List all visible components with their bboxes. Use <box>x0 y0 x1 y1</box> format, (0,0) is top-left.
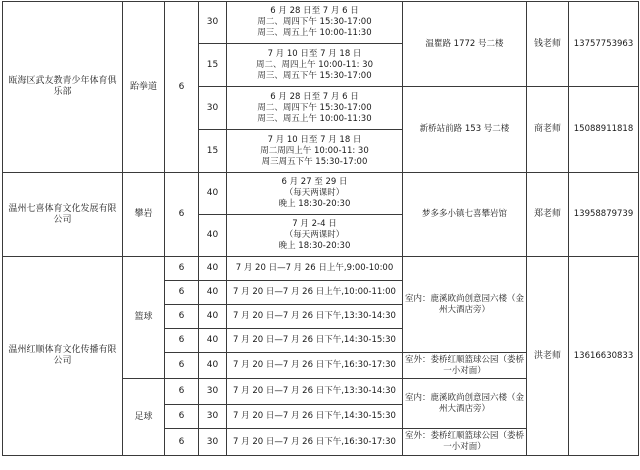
schedule-line: 6 月 28 日至 7 月 6 日 <box>270 91 359 102</box>
class-size: 30 <box>206 102 219 113</box>
address-text: 室内：鹿溪欧尚创意园六楼（金州大酒店旁） <box>405 293 525 315</box>
schedule-line: 6 月 28 日至 7 月 6 日 <box>270 6 359 16</box>
age-cell <box>165 429 199 456</box>
sport-cell <box>123 257 165 379</box>
age-cell <box>165 2 199 173</box>
schedule-cell <box>227 405 403 429</box>
size-cell <box>199 215 227 257</box>
size-cell <box>199 44 227 87</box>
schedule-line: 周三、周五下午 15:30-17:00 <box>257 70 372 81</box>
schedule-line: 周二、周四上午 10:00-11: 30 <box>256 59 373 70</box>
address-text: 室内：鹿溪欧尚创意园六楼（金州大酒店旁） <box>405 392 525 414</box>
schedule-line: 6 月 27 至 29 日 <box>281 177 348 187</box>
schedule-line: 7 月 20 日—7 月 26 日下午,14:30-15:30 <box>233 411 396 421</box>
sport-cell <box>123 379 165 456</box>
schedule-cell <box>227 281 403 305</box>
schedule-cell <box>227 257 403 281</box>
address-cell <box>403 87 527 173</box>
address-cell <box>403 379 527 429</box>
teacher-name: 洪老师 <box>533 350 561 361</box>
size-cell <box>199 130 227 173</box>
schedule-cell <box>227 2 403 44</box>
address-cell <box>403 173 527 257</box>
schedule-line: 周二、周四下午 15:30-17:00 <box>257 102 372 113</box>
size-cell <box>199 2 227 44</box>
age-value: 6 <box>178 335 185 345</box>
schedule-cell <box>227 329 403 353</box>
age-cell <box>165 379 199 405</box>
size-cell <box>199 87 227 130</box>
sport-name: 足球 <box>134 411 153 422</box>
teacher-name: 钱老师 <box>533 38 561 49</box>
org-name: 瓯海区武友教青少年体育俱乐部 <box>8 76 117 97</box>
sport-cell <box>123 2 165 173</box>
age-value: 6 <box>178 81 185 92</box>
address-cell <box>403 353 527 379</box>
schedule-cell <box>227 353 403 379</box>
class-size: 40 <box>206 311 219 321</box>
class-size: 40 <box>206 335 219 345</box>
age-value: 6 <box>178 386 185 396</box>
schedule-cell <box>227 215 403 257</box>
age-value: 6 <box>178 311 185 321</box>
schedule-cell <box>227 379 403 405</box>
sport-name: 攀岩 <box>134 209 153 219</box>
class-size: 40 <box>206 287 219 297</box>
schedule-line: （每天两课时） <box>284 230 345 240</box>
age-value: 6 <box>178 209 185 219</box>
schedule-line: 7 月 20 日—7 月 26 日下午,13:30-14:30 <box>233 311 396 321</box>
schedule-line: 周三、周五上午 10:00-11:30 <box>257 28 372 38</box>
age-value: 6 <box>178 436 185 447</box>
schedule-cell <box>227 44 403 87</box>
teacher-cell <box>527 2 569 87</box>
teacher-cell <box>527 87 569 173</box>
schedule-cell <box>227 130 403 173</box>
phone-cell <box>569 173 639 257</box>
phone-number: 13616630833 <box>573 350 634 361</box>
class-size: 40 <box>206 360 219 370</box>
age-value: 6 <box>178 263 185 273</box>
address-text: 温瞿路 1772 号二楼 <box>425 38 504 49</box>
age-cell <box>165 281 199 305</box>
age-value: 6 <box>178 360 185 370</box>
schedule-line: 7 月 20 日—7 月 26 日下午,16:30-17:30 <box>233 436 396 447</box>
age-cell <box>165 329 199 353</box>
schedule-cell <box>227 429 403 456</box>
teacher-name: 商老师 <box>533 124 561 134</box>
address-text: 新桥站前路 153 号二楼 <box>419 124 510 134</box>
schedule-line: 周三周五下午 15:30-17:00 <box>261 156 368 167</box>
schedule-line: 7 月 20 日—7 月 26 日下午,14:30-15:30 <box>233 335 396 345</box>
class-size: 30 <box>206 386 219 396</box>
teacher-name: 郑老师 <box>533 209 561 219</box>
sport-cell <box>123 173 165 257</box>
org-name-cell <box>3 173 123 257</box>
class-size: 40 <box>206 263 219 273</box>
age-cell <box>165 305 199 329</box>
phone-number: 13757753963 <box>573 38 634 49</box>
size-cell <box>199 353 227 379</box>
table-row <box>3 2 639 44</box>
age-value: 6 <box>178 287 185 297</box>
address-cell <box>403 257 527 353</box>
age-cell <box>165 353 199 379</box>
address-text: 室外：娄桥红顺篮球公园（娄桥一小对面） <box>405 431 525 452</box>
address-cell <box>403 2 527 87</box>
phone-cell <box>569 2 639 87</box>
schedule-table <box>2 1 639 456</box>
size-cell <box>199 429 227 456</box>
age-cell <box>165 257 199 281</box>
size-cell <box>199 405 227 429</box>
table-row <box>3 257 639 281</box>
class-size: 30 <box>206 17 219 27</box>
table-row <box>3 173 639 215</box>
schedule-line: 7 月 10 日至 7 月 18 日 <box>267 48 362 59</box>
class-size: 30 <box>206 436 219 447</box>
phone-number: 15088911818 <box>573 124 634 134</box>
schedule-cell <box>227 173 403 215</box>
class-size: 40 <box>206 230 219 240</box>
schedule-line: 周二、周四下午 15:30-17:00 <box>257 17 372 27</box>
address-text: 梦多多小镇七喜攀岩馆 <box>421 209 507 219</box>
schedule-line: 晚上 18:30-20:30 <box>278 241 351 251</box>
age-value: 6 <box>178 411 185 421</box>
sport-name: 篮球 <box>134 312 153 322</box>
class-size: 40 <box>206 188 219 198</box>
size-cell <box>199 379 227 405</box>
size-cell <box>199 281 227 305</box>
schedule-line: 7 月 20 日—7 月 26 日上午,10:00-11:00 <box>233 287 396 297</box>
schedule-line: 7 月 10 日至 7 月 18 日 <box>267 134 362 145</box>
org-name-cell <box>3 2 123 173</box>
teacher-cell <box>527 257 569 456</box>
org-name: 温州红顺体育文化传播有限公司 <box>8 345 117 366</box>
schedule-cell <box>227 305 403 329</box>
schedule-line: 晚上 18:30-20:30 <box>278 199 351 209</box>
schedule-cell <box>227 87 403 130</box>
phone-cell <box>569 87 639 173</box>
address-cell <box>403 429 527 456</box>
phone-number: 13958879739 <box>573 209 634 219</box>
class-size: 15 <box>206 145 219 156</box>
size-cell <box>199 329 227 353</box>
class-size: 30 <box>206 411 219 421</box>
org-name: 温州七喜体育文化发展有限公司 <box>8 203 117 225</box>
schedule-line: 7 月 2-4 日 <box>292 219 337 229</box>
age-cell <box>165 405 199 429</box>
size-cell <box>199 173 227 215</box>
phone-cell <box>569 257 639 456</box>
class-size: 15 <box>206 59 219 70</box>
org-name-cell <box>3 257 123 456</box>
size-cell <box>199 305 227 329</box>
address-text: 室外：娄桥红顺篮球公园（娄桥一小对面） <box>405 354 525 376</box>
sport-name: 跆拳道 <box>129 81 157 92</box>
size-cell <box>199 257 227 281</box>
schedule-line: 7 月 20 日—7 月 26 日上午,9:00-10:00 <box>235 263 394 273</box>
schedule-line: 周三、周五上午 10:00-11:30 <box>257 113 372 124</box>
schedule-line: 7 月 20 日—7 月 26 日下午,16:30-17:30 <box>233 360 396 370</box>
age-cell <box>165 173 199 257</box>
teacher-cell <box>527 173 569 257</box>
schedule-line: （每天两课时） <box>284 188 345 198</box>
schedule-line: 7 月 20 日—7 月 26 日下午,13:30-14:30 <box>233 386 396 396</box>
schedule-line: 周二周四上午 10:00-11: 30 <box>260 145 369 156</box>
